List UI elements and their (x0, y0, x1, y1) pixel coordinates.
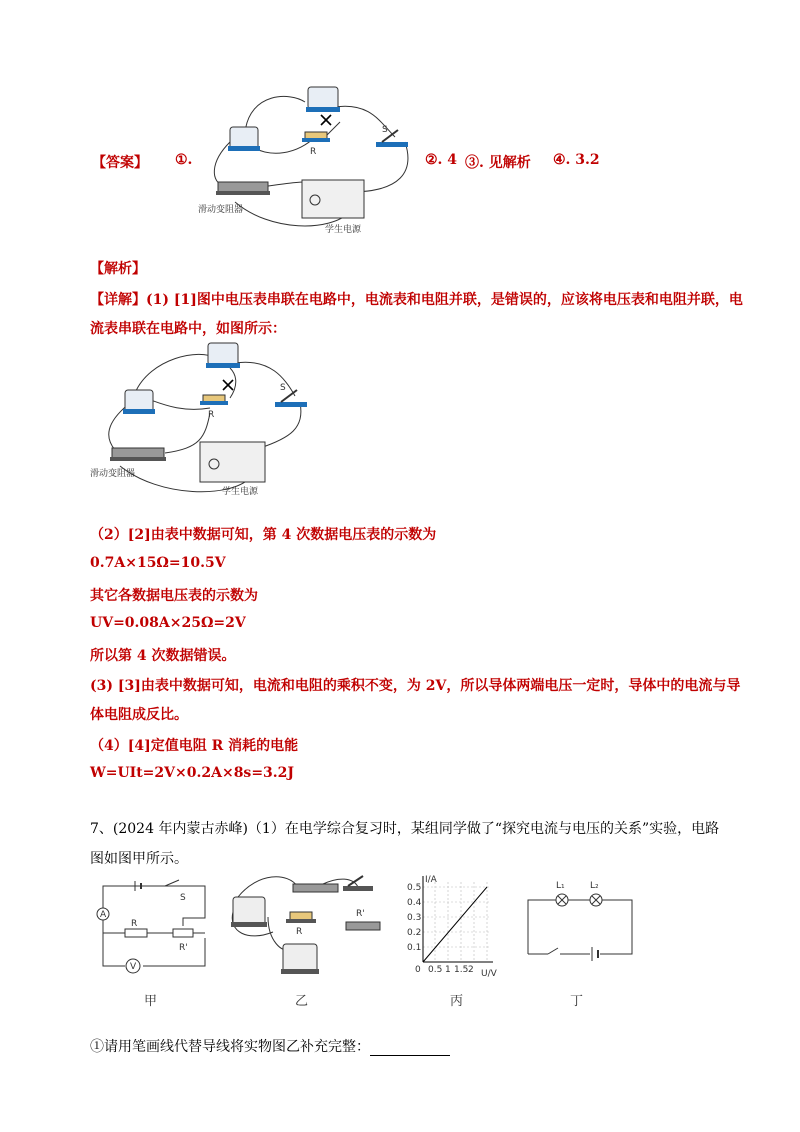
jia-rp-label: R' (179, 943, 188, 953)
bing-ylabel: I/A (425, 875, 437, 885)
question7-line2: 图如图甲所示。 (90, 851, 188, 867)
ammeter-icon (228, 127, 260, 151)
ding-l1-label: L₁ (556, 881, 565, 891)
circuit-diagram-1 (190, 82, 420, 237)
power-supply-icon (302, 180, 364, 218)
analysis-p7a: (3) [3]由表中数据可知，电流和电阻的乘积不变，为 2V，所以导体两端电压一定时，导体中的电流与导 (90, 678, 741, 694)
bing-xtick: 1.5 (454, 965, 469, 975)
answer-item-1: ①. (175, 152, 193, 168)
voltmeter-icon (206, 343, 240, 368)
bing-ytick: 0.3 (407, 913, 422, 923)
voltmeter-icon (306, 87, 340, 112)
circuit1-s-label: S (382, 125, 388, 135)
analysis-p1a-text: (1) [1]图中电压表串联在电路中，电流表和电阻并联，是错误的，应该将电压表和电阻并联，电 (146, 292, 743, 308)
circuit2-s-label: S (280, 383, 286, 393)
figure-jia (95, 878, 215, 983)
answer-item-4: ④. 3.2 (553, 152, 600, 168)
bing-ytick: 0.4 (407, 898, 422, 908)
figure-jia-caption: 甲 (144, 994, 158, 1009)
rheostat-icon (216, 182, 270, 195)
analysis-p2: （2）[2]由表中数据可知，第 4 次数据电压表的示数为 (90, 527, 437, 543)
ammeter-icon (123, 390, 155, 414)
analysis-p3: 0.7A×15Ω=10.5V (90, 555, 226, 571)
bing-ytick: 0.2 (407, 928, 422, 938)
jia-r-label: R (131, 919, 138, 929)
analysis-p7b: 体电阻成反比。 (90, 707, 188, 723)
resistor-icon (200, 395, 228, 405)
bing-origin: 0 (415, 965, 421, 975)
bing-xtick: 2 (468, 965, 474, 975)
yi-r-label: R (296, 927, 303, 937)
detail-tag: 【详解】 (90, 292, 146, 308)
circuit1-rheostat-label: 滑动变阻器 (198, 205, 244, 215)
circuit1-power-label: 学生电源 (325, 225, 362, 235)
resistor-symbol-icon (125, 929, 147, 937)
figure-yi-caption: 乙 (295, 994, 309, 1009)
circuit-diagram-2 (90, 338, 320, 498)
analysis-p1a (90, 289, 743, 309)
yi-rp-label: R' (356, 909, 365, 919)
resistor-icon (286, 912, 316, 923)
voltmeter-icon (281, 944, 319, 974)
figure-bing-graph (405, 872, 495, 982)
resistor-icon (302, 132, 330, 142)
cross-mark-icon (223, 380, 233, 390)
bing-ytick: 0.5 (407, 883, 422, 893)
question7-sub1-text: ①请用笔画线代替导线将实物图乙补充完整： (90, 1039, 370, 1055)
rheostat-icon (293, 884, 338, 892)
bing-xtick: 0.5 (428, 965, 443, 975)
figure-bing-caption: 丙 (450, 994, 464, 1009)
analysis-p5: UV=0.08A×25Ω=2V (90, 615, 246, 631)
analysis-p4: 其它各数据电压表的示数为 (90, 588, 258, 604)
cross-mark-icon (321, 115, 331, 125)
circuit2-rheostat-label: 滑动变阻器 (90, 469, 136, 479)
power-supply-icon (200, 442, 265, 482)
figure-ding (520, 876, 640, 966)
answer-blank[interactable] (370, 1041, 450, 1056)
lamp-icon (556, 894, 568, 906)
ding-l2-label: L₂ (590, 881, 599, 891)
question7-sub1 (90, 1036, 450, 1056)
analysis-p1b: 流表串联在电路中，如图所示： (90, 321, 286, 337)
figure-yi (228, 872, 388, 982)
rheostat-2-icon (346, 922, 380, 930)
jia-v-label: V (130, 962, 137, 972)
rheostat-symbol-icon (173, 929, 193, 937)
analysis-p6: 所以第 4 次数据错误。 (90, 648, 236, 664)
question7-line1: 7、(2024 年内蒙古赤峰)（1）在电学综合复习时，某组同学做了“探究电流与电压的关系”实验，电路 (90, 821, 720, 837)
bing-xlabel: U/V (481, 969, 497, 979)
bing-ytick: 0.1 (407, 943, 422, 953)
figure-ding-caption: 丁 (570, 994, 584, 1009)
jia-s-label: S (180, 893, 186, 903)
rheostat-icon (110, 448, 166, 461)
lamp-icon (590, 894, 602, 906)
answer-item-2: ②. 4 (425, 152, 458, 168)
bing-xtick: 1 (445, 965, 451, 975)
answer-tag: 【答案】 (92, 155, 148, 171)
ammeter-icon (231, 897, 267, 927)
answer-item-3: ③. 见解析 (465, 155, 531, 171)
jia-a-label: A (100, 910, 107, 920)
circuit2-r-label: R (208, 410, 215, 420)
iu-line (423, 887, 487, 962)
switch-icon (343, 876, 373, 891)
circuit2-power-label: 学生电源 (222, 487, 259, 497)
analysis-p8: （4）[4]定值电阻 R 消耗的电能 (90, 738, 299, 754)
analysis-p9: W=UIt=2V×0.2A×8s=3.2J (90, 765, 295, 781)
switch-icon (376, 130, 408, 147)
analysis-tag: 【解析】 (90, 261, 146, 277)
circuit1-r-label: R (310, 147, 317, 157)
